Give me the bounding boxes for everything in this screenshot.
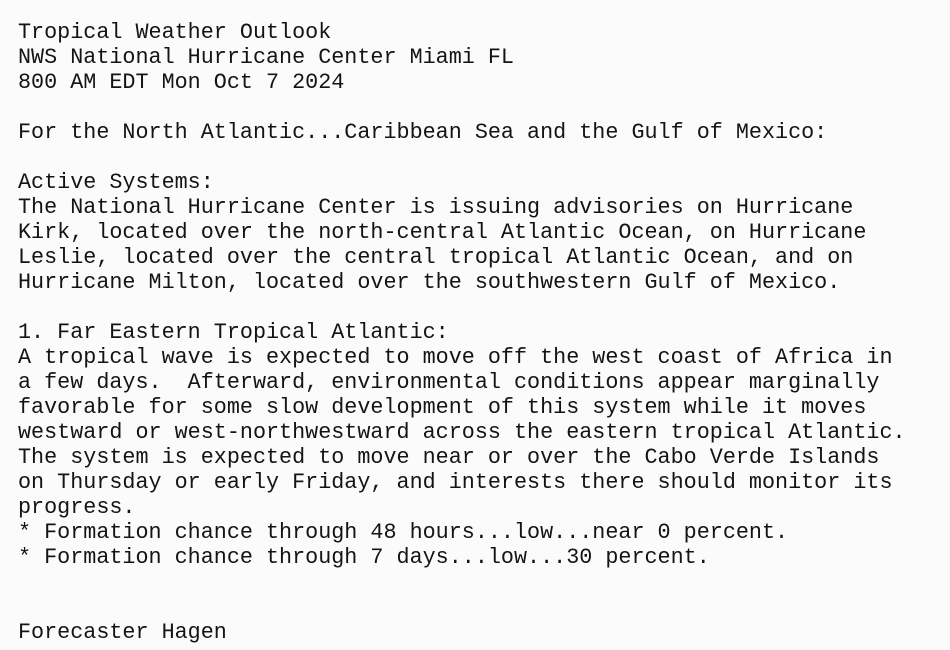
section-1-text-line: on Thursday or early Friday, and interests there should monitor its [18,470,893,495]
active-systems-text-line: Kirk, located over the north-central Atlantic Ocean, on Hurricane [18,220,867,245]
product-title: Tropical Weather Outlook [18,20,332,45]
issue-time: 800 AM EDT Mon Oct 7 2024 [18,70,345,95]
active-systems-text-line: Leslie, located over the central tropical Atlantic Ocean, and on [18,245,854,270]
active-systems-heading: Active Systems: [18,170,214,195]
active-systems-text-line: Hurricane Milton, located over the southwestern Gulf of Mexico. [18,270,841,295]
outlook-section-1 [18,320,950,570]
formation-chance-48h: * Formation chance through 48 hours...low...near 0 percent. [18,520,789,545]
scope-line: For the North Atlantic...Caribbean Sea and the Gulf of Mexico: [18,120,828,145]
formation-chance-7d: * Formation chance through 7 days...low...30 percent. [18,545,710,570]
section-1-text-line: westward or west-northwestward across the eastern tropical Atlantic. [18,420,906,445]
section-1-text-line: a few days. Afterward, environmental conditions appear marginally [18,370,880,395]
active-systems-text-line: The National Hurricane Center is issuing advisories on Hurricane [18,195,854,220]
active-systems-section [18,170,950,295]
section-1-heading: 1. Far Eastern Tropical Atlantic: [18,320,449,345]
section-1-text-line: progress. [18,495,136,520]
forecaster-signature: Forecaster Hagen [18,620,227,645]
section-1-text-line: favorable for some slow development of this system while it moves [18,395,867,420]
issuing-office: NWS National Hurricane Center Miami FL [18,45,514,70]
section-1-text-line: A tropical wave is expected to move off the west coast of Africa in [18,345,893,370]
forecaster-signature-block [18,620,950,645]
section-1-text-line: The system is expected to move near or over the Cabo Verde Islands [18,445,880,470]
bulletin-header [18,20,950,95]
scope-statement [18,120,950,145]
